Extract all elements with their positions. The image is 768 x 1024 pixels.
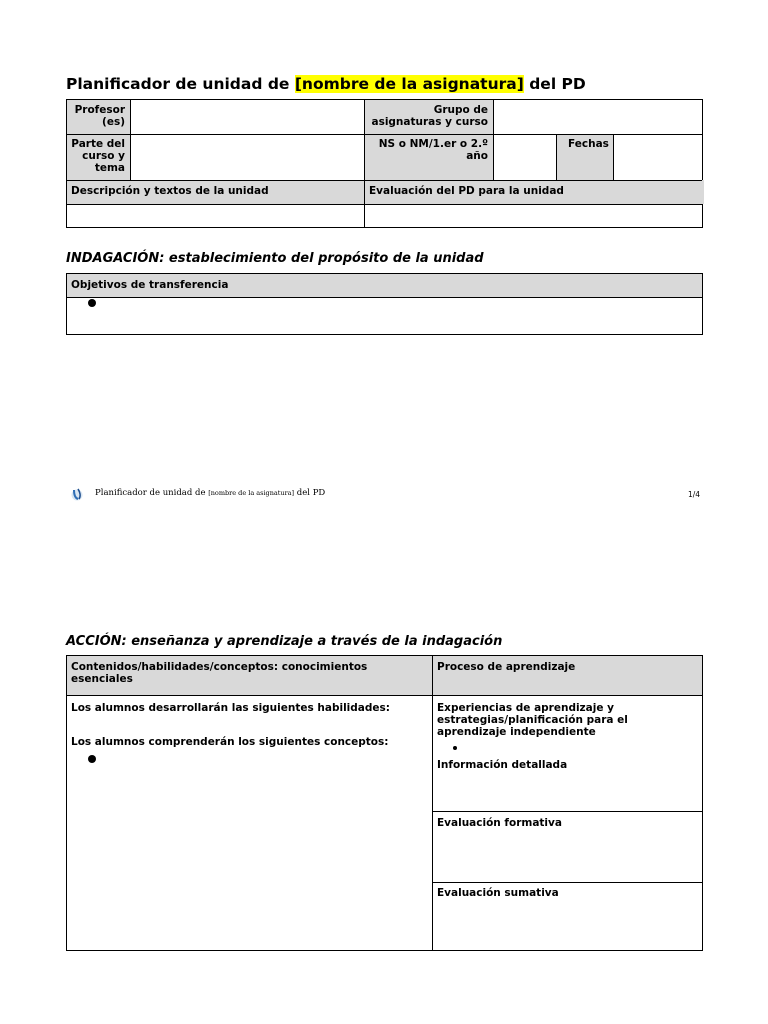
objetivos-table <box>66 273 703 335</box>
footer-text: Planificador de unidad de [nombre de la asignatura] del PD <box>95 488 326 498</box>
title-suffix: del PD <box>523 75 586 93</box>
indagacion-heading: INDAGACIÓN: establecimiento del propósito de la unidad <box>66 251 484 266</box>
parte-field[interactable] <box>130 134 364 180</box>
document-title <box>66 75 586 93</box>
parte-label: Parte del curso y tema <box>67 134 130 180</box>
ib-logo-icon <box>70 486 84 500</box>
formativa-text: Evaluación formativa <box>437 817 562 829</box>
accion-table <box>66 655 703 951</box>
conceptos-text: Los alumnos comprenderán los siguientes conceptos: <box>71 736 389 748</box>
fechas-field[interactable] <box>613 134 704 180</box>
page-number: 1/4 <box>688 490 701 499</box>
contenidos-header: Contenidos/habilidades/conceptos: conocimientos esenciales <box>67 656 432 695</box>
evaluacion-field[interactable] <box>364 204 704 227</box>
nivel-field[interactable] <box>493 134 556 180</box>
bullet-icon <box>453 746 457 750</box>
grupo-label: Grupo de asignaturas y curso <box>364 100 493 134</box>
nivel-label: NS o NM/1.er o 2.º año <box>364 134 493 180</box>
fechas-label: Fechas <box>556 134 613 180</box>
unit-info-table <box>66 99 703 228</box>
bullet-icon <box>88 299 96 307</box>
proceso-header: Proceso de aprendizaje <box>432 656 702 695</box>
bullet-icon <box>88 755 96 763</box>
title-highlight: [nombre de la asignatura] <box>294 75 524 93</box>
title-prefix: Planificador de unidad de <box>66 75 295 93</box>
habilidades-text: Los alumnos desarrollarán las siguientes habilidades: <box>71 702 390 714</box>
informacion-text: Información detallada <box>437 759 568 771</box>
accion-heading: ACCIÓN: enseñanza y aprendizaje a través de la indagación <box>66 634 503 649</box>
descripcion-field[interactable] <box>67 204 364 227</box>
experiencias-text: Experiencias de aprendizaje y estrategias/planificación para el aprendizaje independiente <box>437 702 628 738</box>
objetivos-label: Objetivos de transferencia <box>67 274 702 297</box>
sumativa-text: Evaluación sumativa <box>437 887 559 899</box>
objetivos-field[interactable] <box>67 298 702 334</box>
grupo-field[interactable] <box>493 100 704 134</box>
profesor-label: Profesor (es) <box>67 100 130 134</box>
descripcion-label: Descripción y textos de la unidad <box>67 180 364 204</box>
evaluacion-label: Evaluación del PD para la unidad <box>364 180 704 204</box>
profesor-field[interactable] <box>130 100 364 134</box>
